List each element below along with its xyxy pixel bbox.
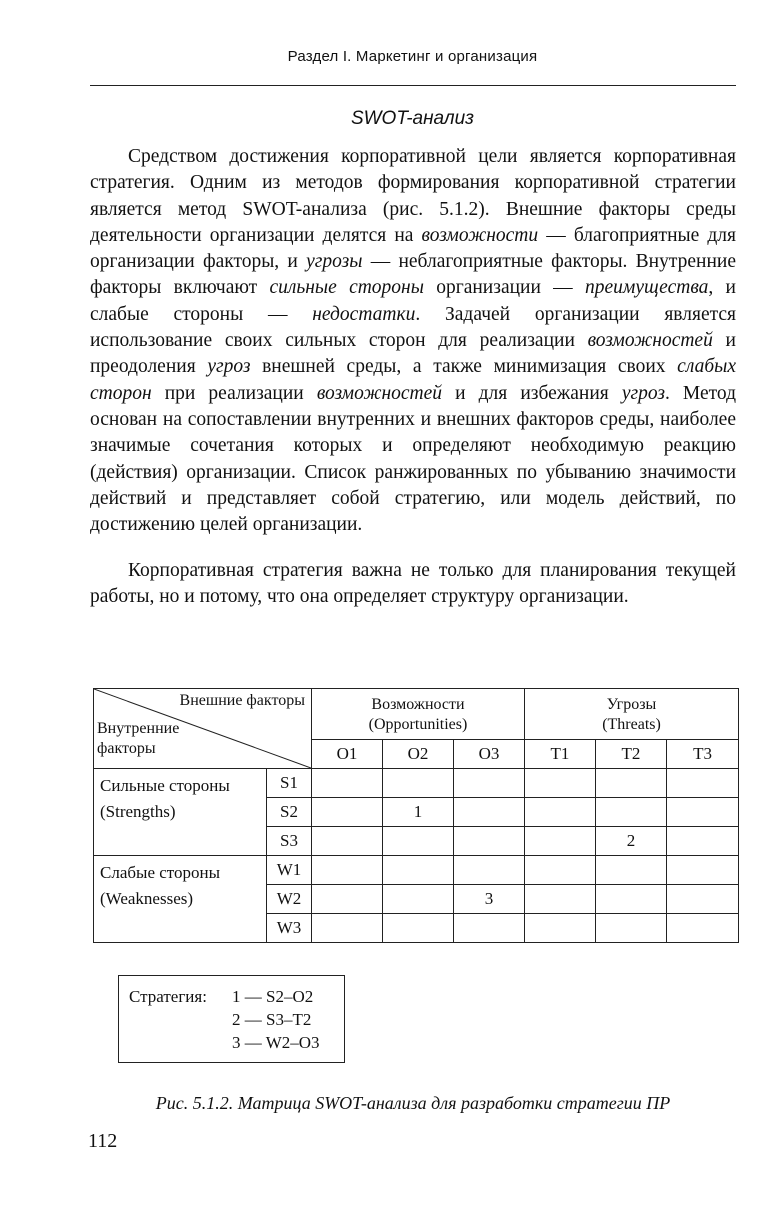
strengths-ru: Сильные стороны [100,776,230,795]
weaknesses-label [94,856,267,943]
matrix-cell: 1 [383,798,454,827]
emphasis: сильные стороны [269,277,424,299]
emphasis: возможностей [316,382,443,404]
matrix-cell [596,798,667,827]
column-header: T2 [596,740,667,769]
row-label: W1 [267,856,312,885]
text-run: и для избежания [442,382,622,404]
strategy-item: 3 — W2–O3 [232,1033,320,1052]
text-run: внешней среды, а также минимизация своих [250,356,678,378]
matrix-cell [667,769,739,798]
section-title: SWOT-анализ [350,108,475,129]
matrix-cell [454,798,525,827]
column-header: T1 [525,740,596,769]
column-header: O2 [383,740,454,769]
page-number: 112 [88,1130,118,1152]
row-label: S1 [267,769,312,798]
matrix-cell [667,914,739,943]
internal-line-1: Внутренние [97,720,180,737]
matrix-cell [525,914,596,943]
emphasis: угроз [621,382,665,404]
matrix-cell [667,798,739,827]
header-rule [90,85,736,86]
opportunities-ru: Возможности [371,696,465,713]
column-header: T3 [667,740,739,769]
matrix-cell [667,827,739,856]
matrix-cell [312,827,383,856]
strategy-item: 2 — S3–T2 [232,1010,312,1029]
text-run: Средством достижения корпоративной цели является корпоративная стратегия. Одним из методов формирования корпоративной стратегии является метод SWOT-анализа (рис. 5.1.2). Внешние факторы среды деятельности организации делятся на [90,146,736,246]
matrix-cell [383,885,454,914]
matrix-cell [525,798,596,827]
matrix-cell [525,769,596,798]
external-factors-label: Внешние факторы [179,692,305,709]
figure-caption: Рис. 5.1.2. Матрица SWOT-анализа для разработки стратегии ПР [155,1093,671,1113]
row-label: S3 [267,827,312,856]
matrix-cell [596,856,667,885]
matrix-cell [383,827,454,856]
matrix-cell [596,885,667,914]
matrix-cell [525,827,596,856]
text-run: и преодоления [90,330,736,378]
text-run: при реализации [151,382,317,404]
threats-ru: Угрозы [606,696,657,713]
strategy-label: Стратегия: [129,987,207,1006]
matrix-cell [454,827,525,856]
matrix-cell [525,885,596,914]
paragraph-2: Корпоративная стратегия важна не только для планирования текущей работы, но и потому, что она определяет структуру организации. [90,560,736,608]
matrix-cell [454,769,525,798]
emphasis: угроз [207,356,251,378]
weaknesses-ru: Слабые стороны [100,863,221,882]
matrix-cell [312,885,383,914]
text-run: — благоприятные для организации факторы, и [90,224,736,273]
opportunities-header [312,689,525,740]
row-label: W2 [267,885,312,914]
matrix-cell [596,769,667,798]
text-run: организации — [423,277,585,299]
strengths-label [94,769,267,856]
strategy-box [118,975,345,1063]
emphasis: возможностей [587,330,713,352]
matrix-cell [454,914,525,943]
text-run: , и слабые стороны — [90,277,736,325]
emphasis: недостатки [312,303,416,325]
matrix-cell [312,798,383,827]
matrix-corner-cell [94,689,312,769]
paragraph-1 [90,144,736,538]
emphasis: слабых сторон [90,356,736,404]
emphasis: угрозы [306,251,363,273]
matrix-cell [383,856,454,885]
column-header: O3 [454,740,525,769]
matrix-cell [454,856,525,885]
matrix-cell [383,914,454,943]
matrix-cell [667,856,739,885]
text-run: . Метод основан на сопоставлении внутренних и внешних факторов среды, наиболее значимые сочетания которых и определяют необходимую реакцию (действия) организации. Список ранжированных по убыванию значимости действий и представляет собой стратегию, или модель действий, по достижению целей организации. [90,382,737,536]
opportunities-en: (Opportunities) [368,716,468,733]
matrix-cell [312,769,383,798]
strengths-en: (Strengths) [100,802,176,821]
matrix-cell: 3 [454,885,525,914]
matrix-cell [383,769,454,798]
row-label: S2 [267,798,312,827]
emphasis: возможности [421,224,539,246]
internal-line-2: факторы [97,740,156,757]
matrix-cell [525,856,596,885]
matrix-cell [667,885,739,914]
text-run: . Задачей организации является использование своих сильных сторон для реализации [90,303,736,352]
strategy-item: 1 — S2–O2 [232,987,314,1006]
weaknesses-en: (Weaknesses) [100,889,194,908]
matrix-cell [596,914,667,943]
threats-en: (Threats) [602,716,661,733]
matrix-cell: 2 [596,827,667,856]
column-header: O1 [312,740,383,769]
running-header: Раздел I. Маркетинг и организация [287,48,538,65]
text-run: — неблагоприятные факторы. Внутренние факторы включают [90,251,736,299]
internal-factors-label [97,719,179,759]
row-label: W3 [267,914,312,943]
swot-matrix [93,688,739,943]
matrix-cell [312,856,383,885]
matrix-cell [312,914,383,943]
emphasis: преимущества [584,277,709,299]
threats-header [525,689,739,740]
